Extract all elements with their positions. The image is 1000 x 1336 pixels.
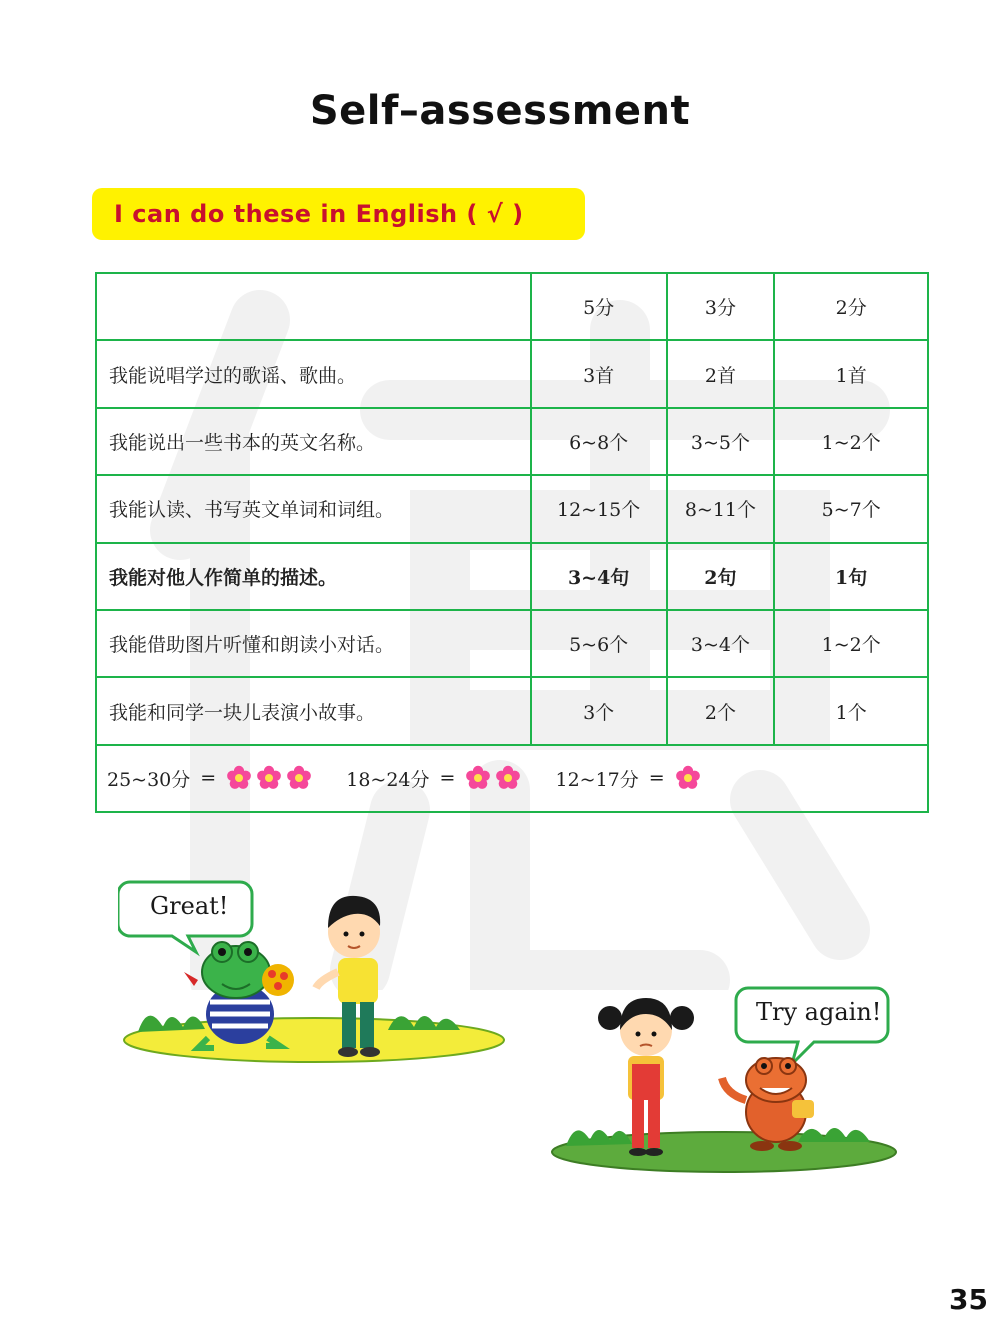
row-value-5: 6~8个	[531, 408, 667, 475]
frog-and-boy-illustration	[118, 872, 510, 1072]
table-row	[96, 610, 928, 677]
bubble-text-try-again: Try again!	[756, 998, 882, 1026]
row-value-2: 1首	[774, 340, 928, 407]
table-row	[96, 677, 928, 744]
legend-equals: =	[648, 767, 665, 790]
row-description: 我能说出一些书本的英文名称。	[96, 408, 531, 475]
flower-rating	[675, 765, 701, 791]
row-value-5: 3个	[531, 677, 667, 744]
speech-bubble-try-again	[736, 988, 888, 1064]
flower-icon	[465, 765, 491, 791]
flower-rating	[226, 765, 312, 791]
row-value-3: 2句	[667, 543, 775, 610]
page-number: 35	[949, 1283, 988, 1316]
row-value-5: 3~4句	[531, 543, 667, 610]
row-description: 我能说唱学过的歌谣、歌曲。	[96, 340, 531, 407]
assessment-table	[95, 272, 929, 813]
row-value-3: 3~4个	[667, 610, 775, 677]
row-value-3: 2个	[667, 677, 775, 744]
row-description: 我能借助图片听懂和朗读小对话。	[96, 610, 531, 677]
row-description: 我能认读、书写英文单词和词组。	[96, 475, 531, 542]
row-value-3: 3~5个	[667, 408, 775, 475]
row-value-5: 12~15个	[531, 475, 667, 542]
header-cell-empty	[96, 273, 531, 340]
row-value-2: 5~7个	[774, 475, 928, 542]
legend-range: 12~17分	[555, 768, 639, 791]
legend-item	[556, 765, 701, 792]
page-title: Self–assessment	[309, 88, 691, 134]
table-header-row	[96, 273, 928, 340]
flower-icon	[226, 765, 252, 791]
header-cell-2: 2分	[774, 273, 928, 340]
legend-range: 25~30分	[107, 768, 191, 791]
speech-bubble-great	[118, 882, 252, 952]
flower-rating	[465, 765, 521, 791]
header-cell-5: 5分	[531, 273, 667, 340]
row-value-2: 1~2个	[774, 610, 928, 677]
flower-icon	[256, 765, 282, 791]
legend-item	[346, 765, 521, 792]
flower-icon	[286, 765, 312, 791]
score-legend	[96, 745, 928, 812]
row-value-2: 1个	[774, 677, 928, 744]
header-cell-3: 3分	[667, 273, 775, 340]
row-description: 我能和同学一块儿表演小故事。	[96, 677, 531, 744]
legend-item	[107, 765, 312, 792]
table-row	[96, 340, 928, 407]
table-row	[96, 408, 928, 475]
legend-equals: =	[200, 767, 217, 790]
legend-range: 18~24分	[346, 768, 430, 791]
table-row	[96, 475, 928, 542]
row-value-3: 2首	[667, 340, 775, 407]
row-value-2: 1句	[774, 543, 928, 610]
flower-icon	[495, 765, 521, 791]
section-banner: I can do these in English ( √ )	[92, 188, 585, 240]
table-row	[96, 543, 928, 610]
row-value-3: 8~11个	[667, 475, 775, 542]
row-value-2: 1~2个	[774, 408, 928, 475]
row-description: 我能对他人作简单的描述。	[96, 543, 531, 610]
bubble-text-great: Great!	[150, 892, 229, 920]
legend-equals: =	[439, 767, 456, 790]
row-value-5: 3首	[531, 340, 667, 407]
girl-and-toad-illustration	[548, 982, 902, 1178]
legend-row	[96, 745, 928, 812]
row-value-5: 5~6个	[531, 610, 667, 677]
flower-icon	[675, 765, 701, 791]
